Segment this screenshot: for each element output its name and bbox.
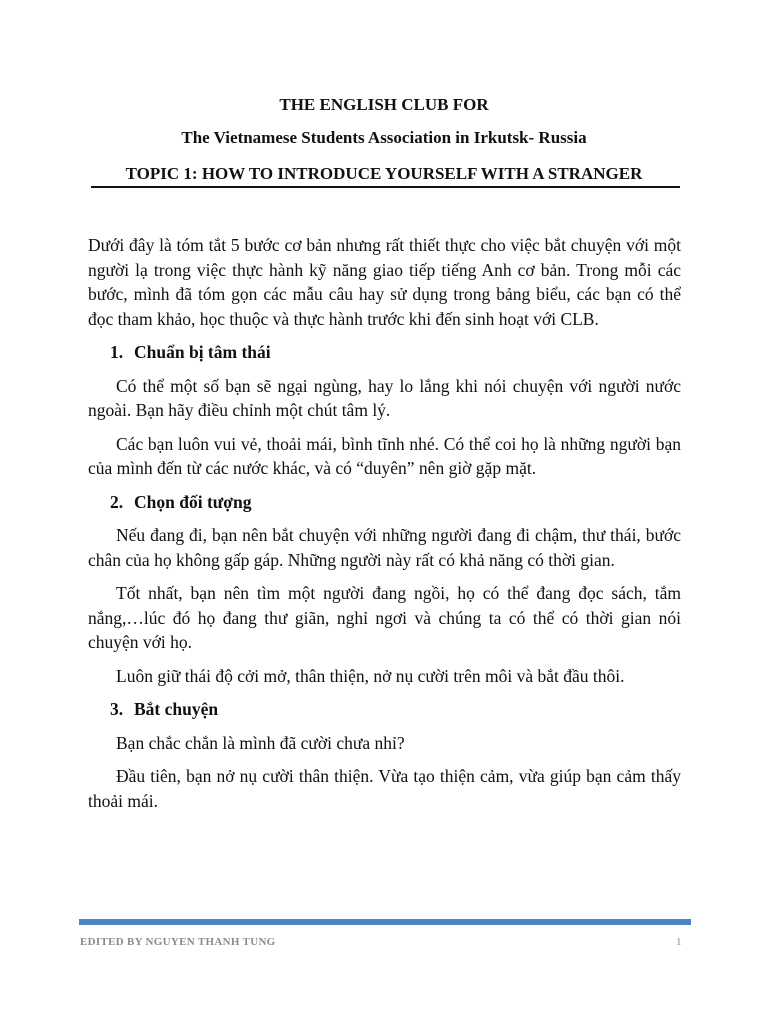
paragraph: Có thể một số bạn sẽ ngại ngùng, hay lo lắng khi nói chuyện với người nước ngoài. Bạn hãy điều chỉnh một chút tâm lý. (88, 375, 681, 420)
section-number: 2. (110, 491, 124, 512)
section-heading-1 (88, 340, 681, 365)
club-title: THE ENGLISH CLUB FOR (279, 95, 489, 114)
document-body (88, 233, 681, 822)
intro-paragraph: Dưới đây là tóm tắt 5 bước cơ bản nhưng rất thiết thực cho việc bắt chuyện với một người lạ trong việc thực hành kỹ năng giao tiếp tiếng Anh cơ bản. Trong mỗi các bước, mình đã tóm gọn các mẫu câu hay sử dụng trong bảng biểu, các bạn có thể đọc tham khảo, học thuộc và thực hành trước khi đến sinh hoạt với CLB. (88, 235, 681, 329)
footer-editor: EDITED BY NGUYEN THANH TUNG (80, 936, 276, 948)
footer-bar (79, 919, 691, 925)
paragraph: Nếu đang đi, bạn nên bắt chuyện với những người đang đi chậm, thư thái, bước chân của họ không gấp gáp. Những người này rất có khả năng có thời gian. (88, 525, 681, 570)
page-number: 1 (676, 936, 682, 948)
section-number: 3. (110, 699, 124, 719)
section-number: 1. (110, 342, 124, 362)
section-title: Chuẩn bị tâm thái (134, 342, 271, 362)
paragraph: Tốt nhất, bạn nên tìm một người đang ngồi, họ có thể đang đọc sách, tắm nắng,…lúc đó họ đang thư giãn, nghỉ ngơi và chúng ta có thể có thời gian nói chuyện với họ. (88, 583, 681, 652)
topic-title: TOPIC 1: HOW TO INTRODUCE YOURSELF WITH A STRANGER (125, 164, 643, 183)
section-heading-3 (88, 697, 681, 722)
section-title: Chọn đối tượng (134, 491, 252, 512)
paragraph: Các bạn luôn vui vẻ, thoải mái, bình tĩnh nhé. Có thể coi họ là những người bạn của mình đến từ các nước khác, và có “duyên” nên giờ gặp mặt. (88, 433, 681, 478)
paragraph: Bạn chắc chắn là mình đã cười chưa nhỉ? (116, 732, 405, 753)
paragraph: Đầu tiên, bạn nở nụ cười thân thiện. Vừa tạo thiện cảm, vừa giúp bạn cảm thấy thoải mái. (88, 766, 681, 811)
association-title: The Vietnamese Students Association in Irkutsk- Russia (181, 128, 587, 147)
title-underline (91, 186, 680, 188)
section-heading-2 (88, 490, 681, 515)
section-title: Bắt chuyện (134, 699, 219, 719)
paragraph: Luôn giữ thái độ cởi mở, thân thiện, nở nụ cười trên môi và bắt đầu thôi. (116, 665, 625, 686)
